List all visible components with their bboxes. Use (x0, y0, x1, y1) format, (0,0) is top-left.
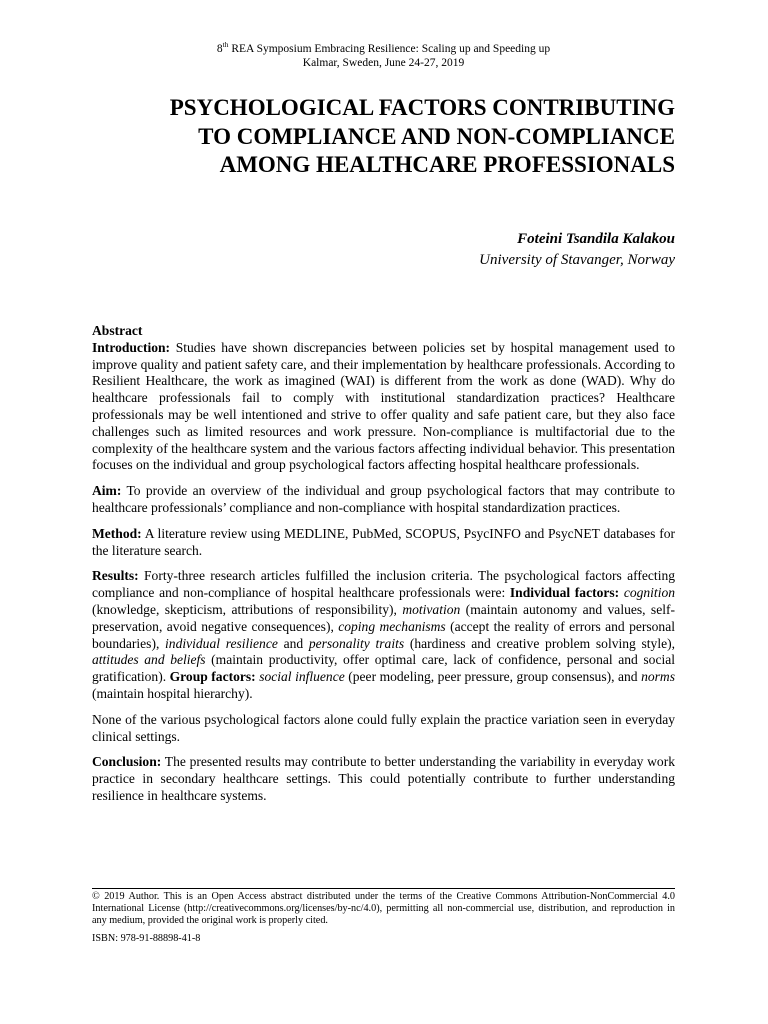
method-paragraph (92, 526, 675, 560)
abstract-body (92, 323, 675, 814)
aim-text: To provide an overview of the individual and group psychological factors that may contribute to healthcare professionals’ compliance and non-compliance with hospital standardization practices. (92, 483, 675, 515)
cognition-term: cognition (623, 585, 675, 601)
individual-factors-label: Individual factors: (509, 585, 620, 601)
results-label: Results: (92, 568, 139, 584)
author-block (92, 229, 675, 271)
coping-term: coping mechanisms (338, 618, 446, 634)
results-paragraph (92, 568, 675, 702)
conference-location-date: Kalmar, Sweden, June 24-27, 2019 (302, 57, 465, 69)
results-text: (maintain hospital hierarchy). (92, 685, 253, 701)
title-line-1: PSYCHOLOGICAL FACTORS CONTRIBUTING (169, 95, 675, 120)
paper-title (92, 94, 675, 180)
motivation-term: motivation (402, 601, 461, 617)
results-text: (accept the reality of errors and personal boundaries), (92, 618, 675, 651)
conference-header (92, 42, 675, 70)
aim-label: Aim: (92, 483, 122, 499)
method-text: A literature review using MEDLINE, PubMed, SCOPUS, PsycINFO and PsycNET databases for the literature search. (92, 525, 675, 558)
results-text: (peer modeling, peer pressure, group consensus), and (344, 669, 642, 685)
results-text: and (277, 635, 309, 651)
results-text: (knowledge, skepticism, attributions of responsibility), (92, 601, 403, 617)
title-line-3: AMONG HEALTHCARE PROFESSIONALS (219, 152, 675, 177)
summary-paragraph: None of the various psychological factors alone could fully explain the practice variation seen in everyday clinical settings. (92, 711, 675, 744)
isbn: ISBN: 978-91-88898-41-8 (92, 933, 201, 944)
results-text: (maintain autonomy and values, self-preservation, avoid negative consequences), (92, 601, 676, 634)
author-affiliation: University of Stavanger, Norway (479, 252, 675, 268)
aim-paragraph (92, 483, 675, 517)
conclusion-label: Conclusion: (92, 754, 162, 770)
conclusion-paragraph (92, 754, 675, 804)
author-name: Foteini Tsandila Kalakou (517, 231, 675, 247)
introduction-label: Introduction: (92, 339, 171, 355)
abstract-heading: Abstract (92, 323, 143, 338)
conference-line-1 (92, 42, 675, 56)
introduction-text: Studies have shown discrepancies between policies set by hospital management used to improve quality and patient safety care, and their implementation by healthcare professionals. According to Resilient Healthcare, the work as imagined (WAI) is different from the work as done (WAD). Why do healthcare professionals fail to comply with institutional standardization practices? Healthcare professionals may be well intentioned and strive to offer quality and safe patient care, but they also face challenges such as limited resources and work pressure. Non-compliance is multifactorial due to the complexity of the healthcare system and the various factors affecting individual behavior. This presentation focuses on the individual and group psychological factors affecting hospital healthcare professionals. (92, 339, 675, 473)
resilience-term: individual resilience (165, 635, 278, 651)
conclusion-text: The presented results may contribute to better understanding the variability in everyday work practice in secondary healthcare settings. This could potentially contribute to further understanding resilience in healthcare systems. (92, 754, 675, 803)
title-line-2: TO COMPLIANCE AND NON-COMPLIANCE (198, 123, 675, 149)
conference-ordinal: 8 (216, 43, 223, 55)
personality-term: personality traits (308, 635, 405, 651)
group-factors-label: Group factors: (169, 669, 256, 685)
social-influence-term: social influence (259, 669, 345, 685)
attitudes-term: attitudes and beliefs (92, 652, 206, 668)
page-footer (92, 888, 675, 945)
norms-term: norms (641, 669, 675, 685)
method-label: Method: (92, 525, 142, 541)
conference-ordinal-suffix: th (222, 40, 229, 50)
results-text: (maintain productivity, offer optimal care, lack of confidence, personal and social gratification). (92, 652, 675, 685)
introduction-paragraph (92, 340, 675, 474)
license-notice: © 2019 Author. This is an Open Access abstract distributed under the terms of the Creative Commons Attribution-NonCommercial 4.0 International License (http://creativecommons.org/licenses/by-nc/4.0), permitting all non-commercial use, distribution, and reproduction in any medium, provided the original work is properly cited. (92, 891, 675, 926)
conference-name: REA Symposium Embracing Resilience: Scaling up and Speeding up (228, 43, 551, 55)
results-text: Forty-three research articles fulfilled the inclusion criteria. The psychological factors affecting compliance and non-compliance of hospital healthcare professionals were: (92, 568, 675, 601)
results-text: (hardiness and creative problem solving style), (404, 635, 675, 651)
